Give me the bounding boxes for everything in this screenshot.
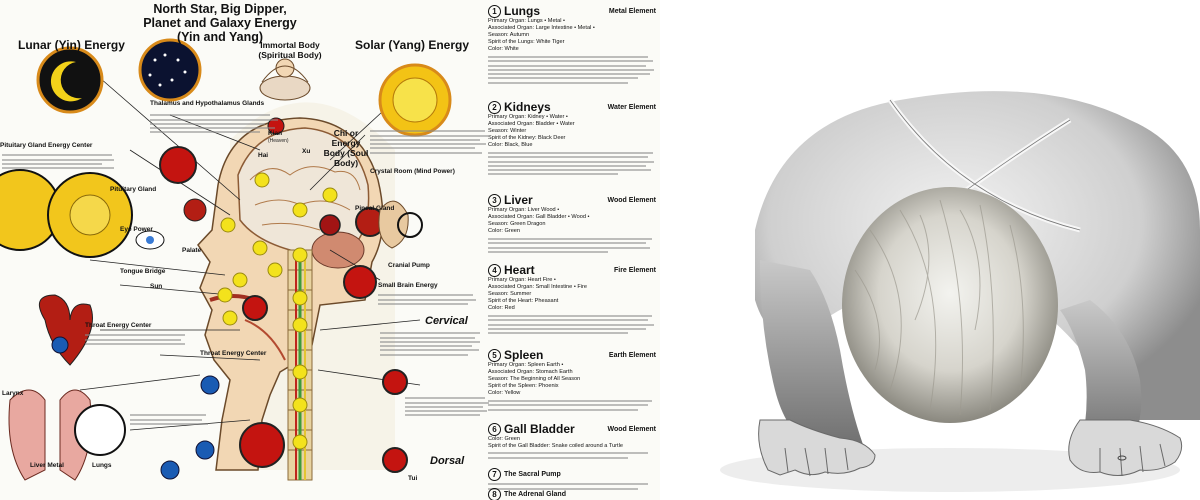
crystal-room-label: Crystal Room (Mind Power) — [370, 168, 455, 175]
section-element: Wood Element — [607, 196, 656, 204]
section-number: 7 — [488, 468, 501, 481]
section-line: Associated Organ: Bladder • Water — [488, 121, 575, 127]
solar-energy-label: Solar (Yang) Energy — [355, 38, 470, 52]
section-sacral-pump — [488, 468, 656, 490]
section-line: Color: Red — [488, 305, 515, 311]
section-line: Associated Organ: Large Intestine • Metal • — [488, 25, 595, 31]
chart-title-line-1: North Star, Big Dipper, — [153, 2, 287, 16]
section-line: Season: Summer — [488, 291, 532, 297]
section-line: Season: Green Dragon — [488, 221, 546, 227]
throat-description — [85, 332, 190, 345]
pituitary-center-label: Pituitary Gland Energy Center — [0, 142, 93, 149]
section-line: Spirit of the Heart: Pheasant — [488, 298, 559, 304]
lungs-label: Lungs — [92, 462, 112, 469]
section-line: Color: Black, Blue — [488, 142, 533, 148]
organ-sections-column — [488, 0, 660, 500]
section-line: Spirit of the Lungs: White Tiger — [488, 39, 565, 45]
section-number: 2 — [488, 101, 501, 114]
pineal-gland-label: Pineal Gland — [355, 205, 395, 212]
throat-center-label: Throat Energy Center — [85, 322, 152, 329]
section-paragraph — [488, 400, 656, 411]
section-line: Associated Organ: Stomach Earth — [488, 369, 573, 375]
cervical-label: Cervical — [425, 315, 468, 327]
section-title: The Adrenal Gland — [504, 491, 566, 498]
section-line: Spirit of the Gall Bladder: Snake coiled around a Turtle — [488, 443, 623, 449]
section-number: 3 — [488, 194, 501, 207]
small-brain-label: Small Brain Energy — [378, 282, 438, 289]
section-element: Water Element — [607, 103, 656, 111]
hai-label: Hai — [258, 152, 269, 159]
pituitary-description — [2, 152, 117, 169]
section-title: Lungs — [504, 4, 540, 18]
section-element: Metal Element — [608, 7, 656, 15]
section-number: 8 — [488, 488, 501, 500]
section-adrenal-gland — [488, 488, 656, 500]
section-line: Color: Yellow — [488, 390, 521, 396]
section-element: Wood Element — [607, 425, 656, 433]
section-line: Primary Organ: Liver Wood • — [488, 207, 560, 213]
section-line: Primary Organ: Heart Fire • — [488, 277, 556, 283]
throat-center-label-2: Throat Energy Center — [200, 350, 267, 357]
liver-metal-label: Liver Metal — [30, 462, 64, 469]
section-gall-bladder — [488, 422, 656, 459]
tui-label: Tui — [408, 475, 418, 482]
section-line: Associated Organ: Gall Bladder • Wood • — [488, 214, 590, 220]
section-element: Fire Element — [613, 266, 656, 274]
point-opposite-description — [380, 330, 485, 356]
section-liver — [488, 193, 656, 253]
heart-center-description — [130, 412, 210, 425]
section-paragraph — [488, 152, 656, 175]
sun-label: Sun — [150, 283, 163, 290]
section-title: Liver — [504, 193, 533, 207]
crown-description — [370, 128, 490, 154]
chi-energy-body-label: Chi or Energy Body (Soul Body) — [323, 128, 369, 168]
section-title: Spleen — [504, 348, 544, 362]
thalamus-description — [150, 112, 280, 133]
chart-title — [95, 2, 345, 44]
section-paragraph — [488, 452, 656, 458]
section-line: Primary Organ: Spleen Earth • — [488, 362, 564, 368]
section-number: 4 — [488, 264, 501, 277]
childs-pose-photo — [660, 0, 1200, 500]
section-title: Heart — [504, 263, 535, 277]
kian-sub-label: (Heaven) — [268, 138, 289, 144]
section-line: Spirit of the Spleen: Phoenix — [488, 383, 559, 389]
wing-point-description — [405, 395, 490, 416]
yoga-pose-illustration — [660, 0, 1200, 500]
section-lungs — [488, 4, 656, 84]
small-brain-description — [378, 292, 478, 305]
section-heart — [488, 263, 656, 334]
section-line: Season: Winter — [488, 128, 527, 134]
section-title: Gall Bladder — [504, 422, 575, 436]
immortal-body-label: Immortal Body (Spiritual Body) — [258, 40, 322, 60]
kian-label: Kian — [268, 130, 283, 137]
section-line: Associated Organ: Small Intestine • Fire — [488, 284, 587, 290]
section-paragraph — [488, 238, 656, 253]
larynx-label: Larynx — [2, 390, 24, 397]
section-element: Earth Element — [608, 351, 656, 359]
section-line: Season: Autumn — [488, 32, 530, 38]
section-kidneys — [488, 100, 656, 175]
thalamus-label: Thalamus and Hypothalamus Glands — [150, 100, 265, 107]
dorsal-label: Dorsal — [430, 455, 465, 467]
tongue-bridge-label: Tongue Bridge — [120, 268, 166, 275]
section-line: Primary Organ: Lungs • Metal • — [488, 18, 565, 24]
section-line: Spirit of the Kidney: Black Deer — [488, 135, 566, 141]
section-number: 6 — [488, 423, 501, 436]
section-number: 5 — [488, 349, 501, 362]
section-spleen — [488, 348, 656, 411]
section-paragraph — [488, 315, 656, 334]
section-paragraph — [488, 56, 656, 84]
section-line: Color: Green — [488, 436, 521, 442]
palate-label: Palate — [182, 247, 202, 254]
eye-power-label: Eye Power — [120, 226, 153, 233]
section-number: 1 — [488, 5, 501, 18]
lunar-energy-label: Lunar (Yin) Energy — [18, 38, 125, 52]
cranial-pump-label: Cranial Pump — [388, 262, 430, 269]
section-line: Season: The Beginning of All Season — [488, 376, 581, 382]
xu-label: Xu — [302, 148, 311, 155]
section-title: The Sacral Pump — [504, 471, 561, 478]
section-line: Primary Organ: Kidney • Water • — [488, 114, 568, 120]
section-title: Kidneys — [504, 100, 551, 114]
section-line: Color: White — [488, 46, 519, 52]
chart-title-line-2: Planet and Galaxy Energy — [143, 16, 297, 30]
pituitary-gland-label: Pituitary Gland — [110, 186, 157, 193]
chart-title-line-3: (Yin and Yang) — [176, 30, 264, 44]
section-line: Color: Green — [488, 228, 521, 234]
